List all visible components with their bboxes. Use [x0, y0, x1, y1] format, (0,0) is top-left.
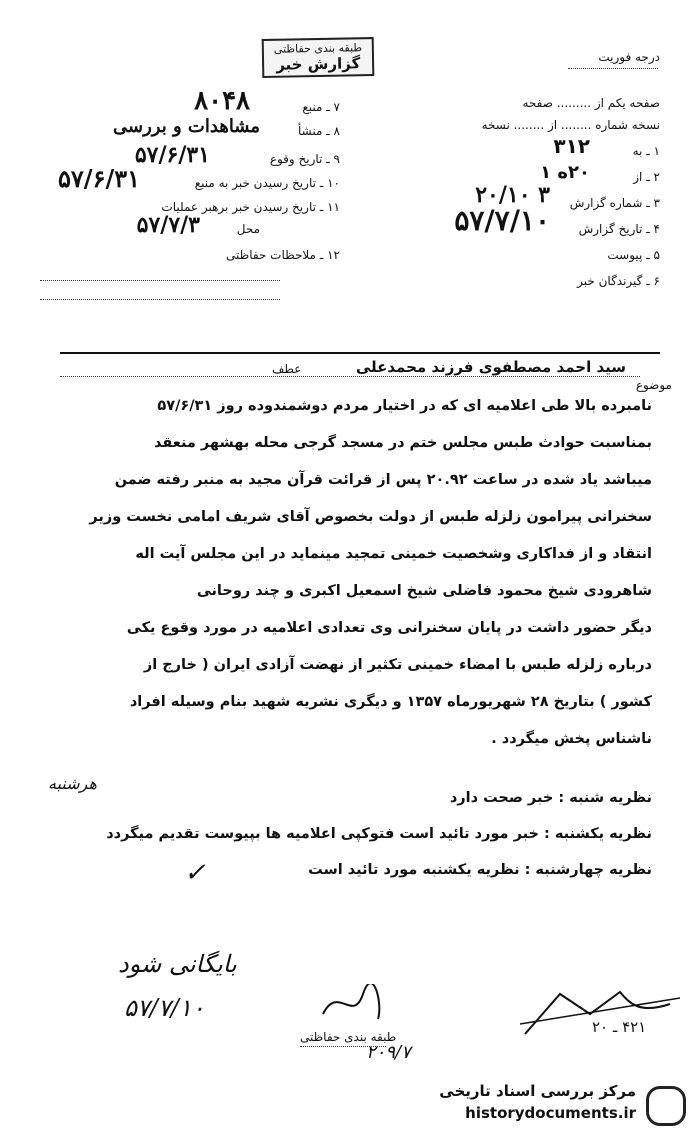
field-value: ۲۰ه ۱ [540, 162, 590, 183]
handwritten-initial: ✓ [184, 858, 206, 888]
field-value: ۸۰۴۸ [194, 86, 250, 116]
body-line: ناشناس پخش میگردد . [491, 731, 652, 747]
field-row [340, 270, 660, 296]
field-value: ۵۷/۷/۳ [136, 212, 200, 238]
field-value: ۵۷/۶/۳۱ [134, 142, 210, 168]
field-label: ۱ ـ به [632, 144, 660, 158]
signature-2 [520, 984, 680, 1048]
body-line: نامبرده بالا طی اعلامیه ای که در اختیار مردم دوشمندوده روز ۵۷/۶/۳۱ [157, 398, 652, 414]
field-label: ۱۲ ـ ملاحظات حفاظتی [226, 248, 340, 262]
field-value: ۲۰/۱۰ ۳ [475, 182, 550, 208]
subject-text: سید احمد مصطفوی فرزند محمدعلی [355, 358, 626, 376]
watermark-url: historydocuments.ir [465, 1104, 636, 1122]
priority-label: درجه فوریت [598, 50, 660, 64]
field-label: ۶ ـ گیرندگان خبر [577, 274, 660, 288]
body-line: میباشد یاد شده در ساعت ۲۰.۹۲ پس از قرائت قرآن مجید به منبر رفته ضمن [114, 472, 652, 488]
field-value: ۳۱۲ [553, 134, 590, 158]
footer-line [300, 1046, 386, 1047]
subject-line [60, 376, 640, 377]
field-row [340, 96, 660, 118]
opinion-line: نظریه چهارشنبه : نظریه یکشنبه مورد تائید است [308, 862, 652, 878]
signature-mark [318, 984, 388, 1024]
field-label: ۸ ـ منشأ [297, 124, 340, 138]
body-line: شاهرودی شیخ محمود فاضلی شیخ اسمعیل اکبری و چند روحانی [196, 583, 652, 599]
atf-label: عطف [272, 362, 302, 376]
field-row [340, 204, 660, 244]
body-line: بمناسبت حوادث طبس مجلس ختم در مسجد گرجی محله بهشهر منعقد [153, 435, 652, 451]
opinion-line: نظریه یکشنبه : خبر مورد تائید است فتوکپی اعلامیه ها بپیوست تقدیم میگردد [106, 826, 652, 842]
divider [60, 352, 660, 354]
body-line: سخنرانی پیرامون زلزله طبس از دولت بخصوص آقای شریف امامی نخست وزیر [89, 509, 652, 525]
opinion-line: نظریه شنبه : خبر صحت دارد [449, 790, 652, 806]
body-line: درباره زلزله طبس با امضاء خمینی تکثیر از نهضت آزادی ایران ( خارج از [143, 657, 652, 673]
archive-logo-icon [646, 1086, 686, 1126]
footer-classification: طبقه بندی حفاظتی [300, 1030, 397, 1044]
field-label: ۱۱ ـ تاریخ رسیدن خبر برهبر عملیات [161, 200, 340, 214]
priority-line [568, 68, 658, 69]
field-label: محل [236, 222, 260, 236]
watermark-title: مرکز بررسی اسناد تاریخی [439, 1082, 636, 1100]
field-value: مشاهدات و بررسی [112, 116, 260, 137]
field-value: ۵۷/۶/۳۱ [58, 164, 140, 193]
field-row [340, 134, 660, 166]
field-label: صفحه یکم از ......... صفحه [522, 96, 660, 110]
field-value: ۵۷/۷/۱۰ [454, 204, 550, 237]
field-label: ۴ ـ تاریخ گزارش [578, 222, 660, 236]
field-label: نسخه شماره ........ از ........ نسخه [481, 118, 660, 132]
left-fields [40, 86, 340, 300]
handwritten-seq: ۲۰۹/۷ [366, 1042, 411, 1063]
right-fields [340, 96, 660, 296]
field-label: ۵ ـ پیوست [607, 248, 660, 262]
field-label: ۱۰ ـ تاریخ رسیدن خبر به منبع [194, 176, 340, 190]
field-row [340, 244, 660, 270]
signature [318, 984, 388, 1028]
blank-line [40, 299, 280, 300]
handwritten-archive-date: ۵۷/۷/۱۰ [124, 994, 205, 1022]
watermark [416, 1082, 686, 1128]
field-row [340, 118, 660, 140]
body-line: انتقاد و از فداکاری وشخصیت خمینی تمجید مینماید در این مجلس آیت اله [135, 546, 652, 562]
handwritten-archive-note: بایگانی شود [118, 950, 237, 978]
subject-label: موضوع [635, 378, 672, 392]
body-line: دیگر حضور داشت در پایان سخنرانی وی تعدادی اعلامیه در مورد وقوع یکی [126, 620, 652, 636]
field-row [40, 244, 340, 268]
blank-line [40, 280, 280, 281]
field-row [40, 212, 340, 244]
field-label: ۹ ـ تاریخ وقوع [269, 152, 340, 166]
field-row [40, 164, 340, 196]
field-label: ۲ ـ از [633, 170, 660, 184]
classification-stamp [262, 37, 375, 78]
handwritten-side-note: هرشنبه [48, 774, 97, 793]
report-body [40, 398, 652, 768]
body-line: کشور ) بتاریخ ۲۸ شهریورماه ۱۳۵۷ و دیگری نشریه شهید بنام وسیله افراد [129, 694, 652, 710]
opinions [40, 790, 652, 898]
handwritten-code: ۴۲۱ ـ ۲۰ [592, 1018, 647, 1036]
field-label: ۳ ـ شماره گزارش [569, 196, 660, 210]
stamp-line1: طبقه بندی حفاظتی [273, 41, 363, 56]
field-label: ۷ ـ منبع [302, 100, 340, 114]
stamp-line2: گزارش خبر [276, 54, 361, 74]
